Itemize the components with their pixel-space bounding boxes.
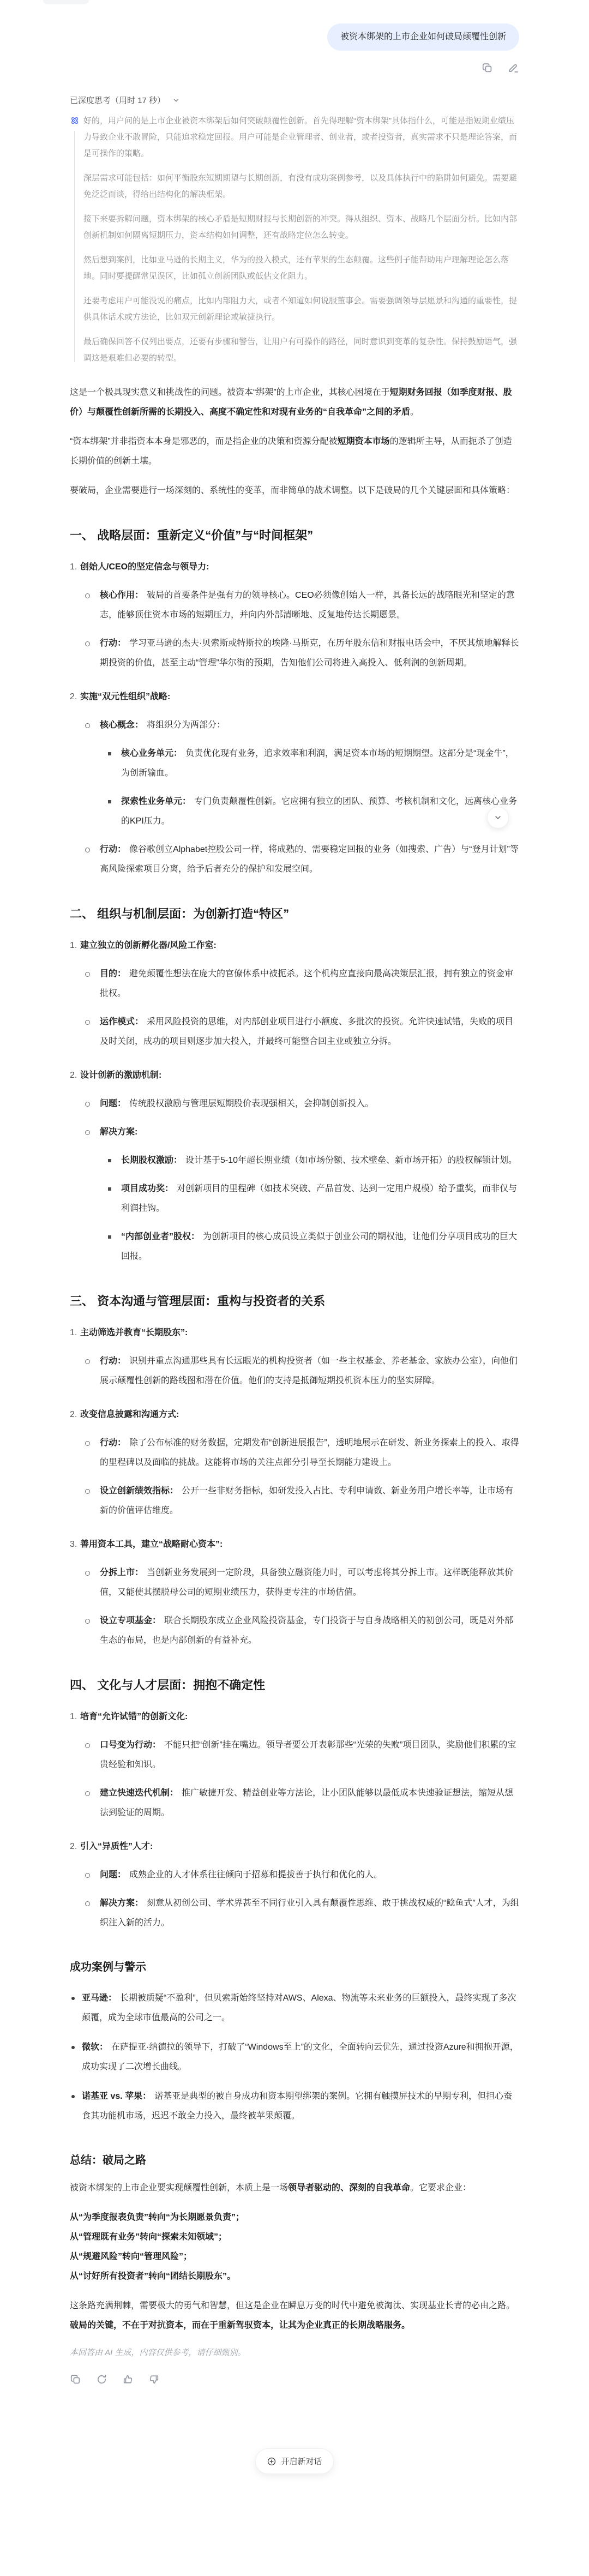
bullet-item: 核心作用： 破局的首要条件是强有力的领导核心。CEO必须像创始人一样，具备长远的战略眼光和坚定的意志，能够顶住资本市场的短期压力，并向内外部清晰地、反复地传达长期愿景。 (80, 586, 519, 625)
thinking-paragraph: 还要考虑用户可能没说的痛点，比如内部阻力大，或者不知道如何说服董事会。需要强调领导层愿景和沟通的重要性，提供具体话术或方法论，比如双元创新理论或敏捷执行。 (83, 296, 518, 322)
thumbs-down-icon[interactable] (148, 2374, 160, 2385)
user-message-actions (70, 62, 519, 74)
bullet-item: 行动： 学习亚马逊的杰夫·贝索斯或特斯拉的埃隆·马斯克，在历年股东信和财报电话会中，不厌其烦地解释长期投资的价值，甚至主动“管理”华尔街的预期，告知他们公司将进入高投入、低利润的创新周期。 (80, 634, 519, 673)
sub-bullet-item: 探索性业务单元： 专门负责颠覆性创新。它应拥有独立的团队、预算、考核机制和文化，远离核心业务的KPI压力。 (100, 792, 519, 831)
list-item: 创始人/CEO的坚定信念与领导力: 核心作用： 破局的首要条件是强有力的领导核心。CEO必须像创始人一样，具备长远的战略眼光和坚定的意志，能够顶住资本市场的短期压力，并向内外部清晰地、反复地传达长期愿景。 行动： 学习亚马逊的杰夫·贝索斯或特斯拉的埃隆·马斯克，在历年股东信和财报电话会中，不厌其烦地解释长期投资的价值，甚至主动“管理”华尔街的预期，告知他们公司将进入高投入、低利润的创新周期。 (70, 557, 519, 673)
answer-actions (70, 2374, 519, 2385)
bullet-item: 行动： 识别并重点沟通那些具有长远眼光的机构投资者（如一些主权基金、养老基金、家族办公室），向他们展示颠覆性创新的路线图和潜在价值。他们的支持是抵御短期投机资本压力的坚实屏障。 (80, 1352, 519, 1391)
list-item: 改变信息披露和沟通方式: 行动： 除了公布标准的财务数据，定期发布“创新进展报告”，透明地展示在研发、新业务探索上的投入、取得的里程碑以及面临的挑战。这能将市场的关注点部分引导至长期能力建设上。 设立创新绩效指标： 公开一些非财务指标，如研发投入占比、专利申请数、新业务用户增长率等，让市场有新的价值评估维度。 (70, 1405, 519, 1521)
chevron-down-icon (494, 813, 502, 822)
list-item: 引入“异质性”人才: 问题： 成熟企业的人才体系往往倾向于招募和提拔善于执行和优化的人。 解决方案： 刻意从初创公司、学术界甚至不同行业引入具有颠覆性思维、敢于挑战权威的“鲶鱼式”人才，为组织注入新的活力。 (70, 1837, 519, 1933)
bullet-item: 解决方案： 刻意从初创公司、学术界甚至不同行业引入具有颠覆性思维、敢于挑战权威的“鲶鱼式”人才，为组织注入新的活力。 (80, 1894, 519, 1933)
numbered-list (70, 936, 519, 1266)
edit-icon[interactable] (508, 62, 519, 74)
list-item: 建立独立的创新孵化器/风险工作室: 目的： 避免颠覆性想法在庞大的官僚体系中被扼杀。这个机构应直接向最高决策层汇报，拥有独立的资金审批权。 运作模式： 采用风险投资的思维，对内部创业项目进行小额度、多批次的投资。允许快速试错，失败的项目及时关闭，成功的项目则逐步加大投入，并最终可能整合回主业或独立分拆。 (70, 936, 519, 1052)
user-message-row (70, 23, 519, 51)
assistant-answer (70, 383, 519, 2385)
summary-paragraph: 这条路充满荆棘，需要极大的勇气和智慧，但这是企业在瞬息万变的时代中避免被淘汰、实现基业长青的必由之路。破局的关键，不在于对抗资本，而在于重新驾驭资本，让其为企业真正的长期战略服务。 (70, 2301, 515, 2330)
answer-paragraph: 这是一个极具现实意义和挑战性的问题。被资本“绑架”的上市企业，其核心困境在于短期财务回报（如季度财报、股价）与颠覆性创新所需的长期投入、高度不确定性和对现有业务的“自我革命”之间的矛盾。 (70, 388, 512, 417)
bullet-item: 运作模式： 采用风险投资的思维，对内部创业项目进行小额度、多批次的投资。允许快速试错，失败的项目及时关闭，成功的项目则逐步加大投入，并最终可能整合回主业或独立分拆。 (80, 1012, 519, 1052)
ai-disclaimer: 本回答由 AI 生成，内容仅供参考，请仔细甄别。 (70, 2348, 246, 2357)
thinking-paragraph: 好的，用户问的是上市企业被资本绑架后如何突破颠覆性创新。首先得理解“资本绑架”具体指什么，可能是指短期业绩压力导致企业不敢冒险，只能追求稳定回报。用户可能是企业管理者、创业者，或者投资者，真实需求不只是理论答案，而是可操作的策略。 (83, 116, 518, 158)
thumbs-up-icon[interactable] (122, 2374, 134, 2385)
deep-think-toggle[interactable] (70, 94, 180, 106)
summary-line: 从“规避风险”转向“管理风险”； (70, 2252, 193, 2261)
new-chat-row (70, 2448, 519, 2474)
deepseek-atom-icon (70, 116, 80, 125)
user-message-bubble: 被资本绑架的上市企业如何破局颠覆性创新 (327, 23, 519, 51)
copy-icon[interactable] (482, 62, 493, 74)
cases-heading: 成功案例与警示 (70, 1961, 146, 1973)
sub-bullet-item: “内部创业者”股权： 为创新项目的核心成员设立类似于创业公司的期权池，让他们分享项目成功的巨大回报。 (100, 1227, 519, 1266)
summary-line: 从“讨好所有投资者”转向“团结长期股东”。 (70, 2272, 236, 2281)
chevron-down-icon (172, 97, 180, 104)
case-item: 诺基亚 vs. 苹果： 诺基亚是典型的被自身成功和资本期望绑架的案例。它拥有触摸屏技术的早期专利，但担心蚕食其功能机市场，迟迟不敢全力投入，最终被苹果颠覆。 (70, 2087, 519, 2126)
bullet-item: 问题： 成熟企业的人才体系往往倾向于招募和提拔善于执行和优化的人。 (80, 1865, 519, 1885)
summary-line: 从“为季度报表负责”转向“为长期愿景负责”； (70, 2213, 245, 2222)
plus-circle-icon (267, 2457, 277, 2466)
bullet-item: 设立专项基金： 联合长期股东成立企业风险投资基金，专门投资于与自身战略相关的初创公司，既是对外部生态的布局，也是内部创新的有益补充。 (80, 1611, 519, 1650)
summary-shift-lines (70, 2208, 519, 2286)
thinking-paragraph: 深层需求可能包括：如何平衡股东短期期望与长期创新，有没有成功案例参考，以及具体执行中的陷阱如何避免。需要避免泛泛而谈，得给出结构化的解决框架。 (83, 173, 518, 199)
numbered-list (70, 1707, 519, 1933)
bullet-item: 行动： 除了公布标准的财务数据，定期发布“创新进展报告”，透明地展示在研发、新业务探索上的投入、取得的里程碑以及面临的挑战。这能将市场的关注点部分引导至长期能力建设上。 (80, 1433, 519, 1473)
sub-bullet-item: 长期股权激励： 设计基于5-10年超长期业绩（如市场份额、技术壁垒、新市场开拓）的股权解锁计划。 (100, 1151, 519, 1170)
deep-think-section (70, 94, 519, 367)
case-item: 微软： 在萨提亚·纳德拉的领导下，打破了“Windows至上”的文化，全面转向云优先，通过投资Azure和拥抱开源，成功实现了二次增长曲线。 (70, 2038, 519, 2077)
deep-think-content (70, 113, 519, 367)
thinking-paragraph: 最后确保回答不仅列出要点，还要有步骤和警告，让用户有可操作的路径，同时意识到变革的复杂性。保持鼓励语气，强调这是艰难但必要的转型。 (83, 337, 518, 363)
bullet-item: 口号变为行动： 不能只把“创新”挂在嘴边。领导者要公开表彰那些“光荣的失败”项目团队，奖励他们积累的宝贵经验和知识。 (80, 1736, 519, 1775)
sub-bullet-item: 项目成功奖： 对创新项目的里程碑（如技术突破、产品首发、达到一定用户规模）给予重奖，而非仅与利润挂钩。 (100, 1179, 519, 1218)
section-heading-3: 三、 资本沟通与管理层面：重构与投资者的关系 (70, 1294, 326, 1308)
bullet-item: 设立创新绩效指标： 公开一些非财务指标，如研发投入占比、专利申请数、新业务用户增长率等，让市场有新的价值评估维度。 (80, 1481, 519, 1521)
section-heading-1: 一、 战略层面：重新定义“价值”与“时间框架” (70, 529, 314, 542)
bullet-item: 解决方案: 长期股权激励： 设计基于5-10年超长期业绩（如市场份额、技术壁垒、新市场开拓）的股权解锁计划。 项目成功奖： 对创新项目的里程碑（如技术突破、产品首发、达到一定用户规模）给予重奖，而非仅与利润挂钩。 “内部创业者”股权： 为创新项目的核心成员设立类似于创业公司的期权池，让他们分享项目成功的巨大回报。 (80, 1122, 519, 1266)
numbered-list (70, 557, 519, 879)
deep-think-label: 已深度思考（用时 17 秒） (70, 96, 166, 105)
bullet-item: 分拆上市： 当创新业务发展到一定阶段，具备独立融资能力时，可以考虑将其分拆上市。这样既能释放其价值，又能使其摆脱母公司的短期业绩压力，获得更专注的市场估值。 (80, 1563, 519, 1602)
summary-paragraph: 被资本绑架的上市企业要实现颠覆性创新，本质上是一场领导者驱动的、深刻的自我革命。它要求企业： (70, 2183, 472, 2193)
answer-paragraph: 要破局，企业需要进行一场深刻的、系统性的变革，而非简单的战术调整。以下是破局的几个关键层面和具体策略： (70, 486, 515, 495)
bullet-item: 建立快速迭代机制： 推广敏捷开发、精益创业等方法论，让小团队能够以最低成本快速验证想法，缩短从想法到验证的周期。 (80, 1784, 519, 1823)
new-chat-label: 开启新对话 (281, 2457, 322, 2466)
list-item: 实施“双元性组织”战略: 核心概念： 将组织分为两部分： 核心业务单元： 负责优化现有业务，追求效率和利润，满足资本市场的短期期望。这部分是“现金牛”，为创新输血。 探索性业务单元： 专门负责颠覆性创新。它应拥有独立的团队、预算、考核机制和文化，远离核心业务的KPI压力。 行动： 像谷歌创立Alphabet控股公司一样，将成熟的、需要稳定回报的业务（如搜索、广告）与“登月计划”等高风险探索项目分离，给予后者充分的保护和发展空间。 (70, 687, 519, 879)
bullet-item: 核心概念： 将组织分为两部分： 核心业务单元： 负责优化现有业务，追求效率和利润，满足资本市场的短期期望。这部分是“现金牛”，为创新输血。 探索性业务单元： 专门负责颠覆性创新。它应拥有独立的团队、预算、考核机制和文化，远离核心业务的KPI压力。 (80, 716, 519, 831)
answer-paragraph: “资本绑架”并非指资本本身是邪恶的，而是指企业的决策和资源分配被短期资本市场的逻辑所主导，从而扼杀了创造长期价值的创新土壤。 (70, 437, 512, 466)
copy-icon[interactable] (70, 2374, 81, 2385)
thinking-paragraph: 然后想到案例，比如亚马逊的长期主义，华为的投入模式，还有苹果的生态颠覆。这些例子能帮助用户理解理论怎么落地。同时要提醒常见误区，比如孤立创新团队或低估文化阻力。 (83, 255, 509, 281)
list-item: 培育“允许试错”的创新文化: 口号变为行动： 不能只把“创新”挂在嘴边。领导者要公开表彰那些“光荣的失败”项目团队，奖励他们积累的宝贵经验和知识。 建立快速迭代机制： 推广敏捷开发、精益创业等方法论，让小团队能够以最低成本快速验证想法，缩短从想法到验证的周期。 (70, 1707, 519, 1823)
chat-column (70, 0, 519, 2474)
section-heading-4: 四、 文化与人才层面：拥抱不确定性 (70, 1678, 266, 1692)
numbered-list (70, 1323, 519, 1650)
summary-heading: 总结：破局之路 (70, 2154, 146, 2166)
summary-line: 从“管理既有业务”转向“探索未知领域”； (70, 2232, 227, 2242)
case-item: 亚马逊： 长期被质疑“不盈利”，但贝索斯始终坚持对AWS、Alexa、物流等未来业务的巨额投入，最终实现了多次颠覆，成为全球市值最高的公司之一。 (70, 1989, 519, 2028)
section-heading-2: 二、 组织与机制层面：为创新打造“特区” (70, 907, 290, 921)
sub-bullet-item: 核心业务单元： 负责优化现有业务，追求效率和利润，满足资本市场的短期期望。这部分是“现金牛”，为创新输血。 (100, 744, 519, 783)
list-item: 善用资本工具，建立“战略耐心资本”: 分拆上市： 当创新业务发展到一定阶段，具备独立融资能力时，可以考虑将其分拆上市。这样既能释放其价值，又能使其摆脱母公司的短期业绩压力，获得更专注的市场估值。 设立专项基金： 联合长期股东成立企业风险投资基金，专门投资于与自身战略相关的初创公司，既是对外部生态的布局，也是内部创新的有益补充。 (70, 1535, 519, 1650)
list-item: 主动筛选并教育“长期股东”: 行动： 识别并重点沟通那些具有长远眼光的机构投资者（如一些主权基金、养老基金、家族办公室），向他们展示颠覆性创新的路线图和潜在价值。他们的支持是抵御短期投机资本压力的坚实屏障。 (70, 1323, 519, 1391)
list-item: 设计创新的激励机制: 问题： 传统股权激励与管理层短期股价表现强相关，会抑制创新投入。 解决方案: 长期股权激励： 设计基于5-10年超长期业绩（如市场份额、技术壁垒、新市场开拓）的股权解锁计划。 项目成功奖： 对创新项目的里程碑（如技术突破、产品首发、达到一定用户规模）给予重奖，而非仅与利润挂钩。 “内部创业者”股权： 为创新项目的核心成员设立类似于创业公司的期权池，让他们分享项目成功的巨大回报。 (70, 1066, 519, 1266)
scroll-to-bottom-button[interactable] (487, 807, 509, 828)
bullet-item: 问题： 传统股权激励与管理层短期股价表现强相关，会抑制创新投入。 (80, 1094, 519, 1114)
bullet-item: 目的： 避免颠覆性想法在庞大的官僚体系中被扼杀。这个机构应直接向最高决策层汇报，拥有独立的资金审批权。 (80, 964, 519, 1004)
previous-message-remnant (43, 0, 89, 4)
bullet-item: 行动： 像谷歌创立Alphabet控股公司一样，将成熟的、需要稳定回报的业务（如搜索、广告）与“登月计划”等高风险探索项目分离，给予后者充分的保护和发展空间。 (80, 840, 519, 879)
cases-list (70, 1989, 519, 2126)
thinking-paragraph: 接下来要拆解问题，资本绑架的核心矛盾是短期财报与长期创新的冲突。得从组织、资本、战略几个层面分析。比如内部创新机制如何隔离短期压力，资本结构如何调整，还有战略定位怎么转变。 (83, 214, 518, 240)
new-chat-button[interactable] (255, 2448, 333, 2474)
regenerate-icon[interactable] (96, 2374, 107, 2385)
